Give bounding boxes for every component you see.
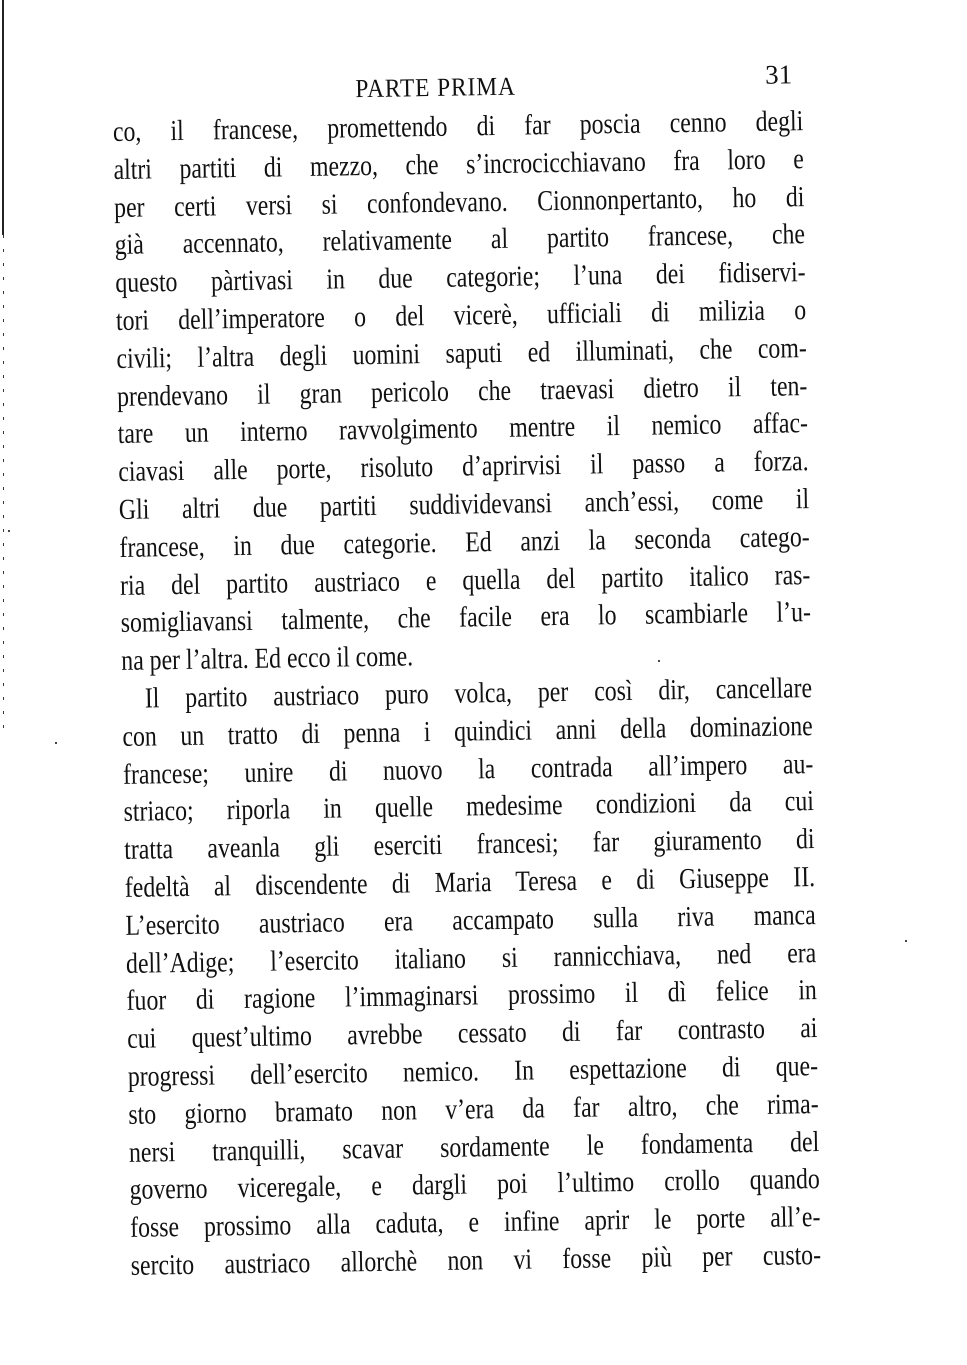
text-line: ria del partito austriaco e quella del partito italico ras- [119,558,811,602]
scan-speck [8,530,10,532]
text-line: ciavasi alle porte, risoluto d’aprirvisi il passo a forza. [118,445,809,489]
text-line: governo viceregale, e dargli poi l’ultimo crollo quando [129,1163,821,1207]
text-line: co, il francese, promettendo di far poscia cenno degli [112,105,804,148]
text-line: Gli altri due partiti suddividevansi anch’essi, come il [118,483,810,526]
book-page [112,59,821,1285]
scan-speck [658,660,660,662]
text-line: cui quest’ultimo avrebbe cessato di far contrasto ai [126,1012,818,1056]
text-line: sto giorno bramato non v’era da far altro, che rima- [128,1087,819,1131]
text-line: francese; unire di nuovo la contrada all’impero au- [122,747,814,791]
text-line: somigliavansi talmente, che facile era lo scambiarle l’u- [120,596,812,640]
page-number: 31 [764,59,793,90]
page-gutter-edge [2,0,4,235]
body-text [113,103,821,1285]
text-line: progressi dell’esercito nemico. In espettazione di que- [127,1049,819,1093]
text-line: fosse prossimo alla caduta, e infine aprir le porte all’e- [129,1201,821,1244]
text-line: altri partiti di mezzo, che s’incrocicchiavano fra loro e [113,142,805,186]
text-line: francese, in due categorie. Ed anzi la seconda catego- [119,520,810,564]
text-line: tare un interno ravvolgimento mentre il nemico affac- [117,407,809,451]
text-line: questo pàrtivasi in due categorie; l’una dei fidiservi- [115,256,806,300]
text-line: per certi versi si confondevano. Cionnonpertanto, ho di [113,180,805,224]
text-line: civili; l’altra degli uomini saputi ed illuminati, che com- [116,331,807,375]
running-title: PARTE PRIMA [355,71,516,104]
text-line: con un tratto di penna i quindici anni della dominazione [122,709,813,753]
text-line: striaco; riporla in quelle medesime condizioni da cui [123,785,815,829]
text-line: già accennato, relativamente al partito francese, che [114,218,806,262]
scan-speck [905,940,907,942]
text-line: fedeltà al discendente di Maria Teresa e di Giuseppe II. [124,860,816,904]
text-line: L’esercito austriaco era accampato sulla riva manca [125,898,816,942]
text-line-paragraph-start: Il partito austriaco puro volca, per così dir, cancellare [144,672,813,715]
text-line: tratta aveanla gli eserciti francesi; far giuramento di [124,823,815,867]
text-line: prendevano il gran pericolo che traevasi dietro il ten- [116,369,808,413]
text-line: fuor di ragione l’immaginarsi prossimo il dì felice in [126,974,818,1018]
text-line: sercito austriaco allorchè non vi fosse più per custo- [130,1238,822,1282]
text-line: tori dell’imperatore o del vicerè, ufficiali di milizia o [115,294,807,337]
scan-speck [55,742,57,744]
text-line: nersi tranquilli, scavar sordamente le fondamenta del [128,1125,820,1169]
text-line: dell’Adige; l’esercito italiano si rannicchiava, ned era [125,936,817,980]
page-gutter-specks [3,235,4,735]
text-line-paragraph-end: na per l’altra. Ed ecco il come. [121,640,414,678]
